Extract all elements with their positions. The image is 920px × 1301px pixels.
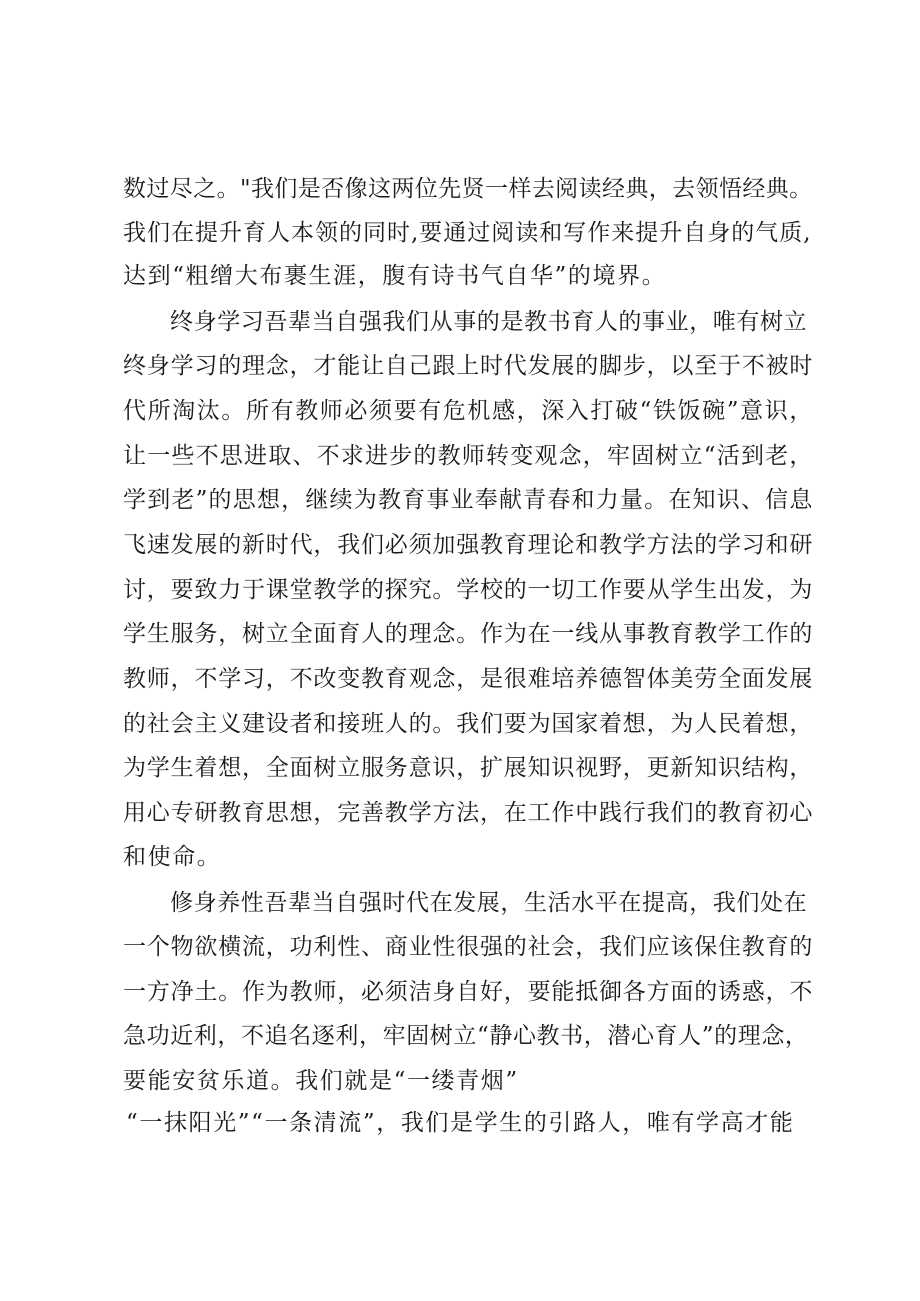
text-line-11: 学生服务，树立全面育人的理念。作为在一线从事教育教学工作的 xyxy=(123,621,814,647)
text-line-18: 一个物欲横流，功利性、商业性很强的社会，我们应该保住教育的 xyxy=(123,934,814,960)
text-line-20: 急功近利，不追名逐利，牢固树立“静心教书，潜心育人”的理念， xyxy=(123,1023,809,1049)
text-line-16: 和使命。 xyxy=(123,844,222,870)
text-line-3: 达到“粗缯大布裹生涯，腹有诗书气自华”的境界。 xyxy=(123,263,667,289)
text-line-2: 我们在提升育人本领的同时,要通过阅读和写作来提升自身的气质, xyxy=(123,220,812,246)
text-line-21: 要能安贫乐道。我们就是“一缕青烟” xyxy=(123,1068,519,1094)
text-line-22: “一抹阳光”“一条清流”，我们是学生的引路人，唯有学高才能 xyxy=(126,1110,795,1136)
text-line-13: 的社会主义建设者和接班人的。我们要为国家着想，为人民着想， xyxy=(123,711,814,737)
text-line-8: 学到老”的思想，继续为教育事业奉献青春和力量。在知识、信息 xyxy=(123,487,814,513)
text-line-9: 飞速发展的新时代，我们必须加强教育理论和教学方法的学习和研 xyxy=(123,532,814,558)
text-line-7: 让一些不思进取、不求进步的教师转变观念，牢固树立“活到老， xyxy=(123,443,814,469)
text-line-14: 为学生着想，全面树立服务意识，扩展知识视野，更新知识结构， xyxy=(123,755,814,781)
text-line-6: 代所淘汰。所有教师必须要有危机感，深入打破“铁饭碗”意识， xyxy=(123,398,814,424)
paragraph-self-cultivation-start: 修身养性吾辈当自强时代在发展，生活水平在提高，我们处在 xyxy=(170,890,808,916)
text-line-10: 讨，要致力于课堂教学的探究。学校的一切工作要从学生出发，为 xyxy=(123,577,814,603)
text-line-1: 数过尽之。"我们是否像这两位先贤一样去阅读经典，去领悟经典。 xyxy=(123,176,813,202)
text-line-15: 用心专研教育思想，完善教学方法，在工作中践行我们的教育初心 xyxy=(123,800,814,826)
text-line-5: 终身学习的理念，才能让自己跟上时代发展的脚步，以至于不被时 xyxy=(123,353,814,379)
paragraph-lifelong-learning-start: 终身学习吾辈当自强我们从事的是教书育人的事业，唯有树立 xyxy=(170,309,808,335)
text-line-19: 一方净土。作为教师，必须洁身自好，要能抵御各方面的诱惑，不 xyxy=(123,979,814,1005)
text-line-12: 教师，不学习，不改变教育观念，是很难培养德智体美劳全面发展 xyxy=(123,666,814,692)
